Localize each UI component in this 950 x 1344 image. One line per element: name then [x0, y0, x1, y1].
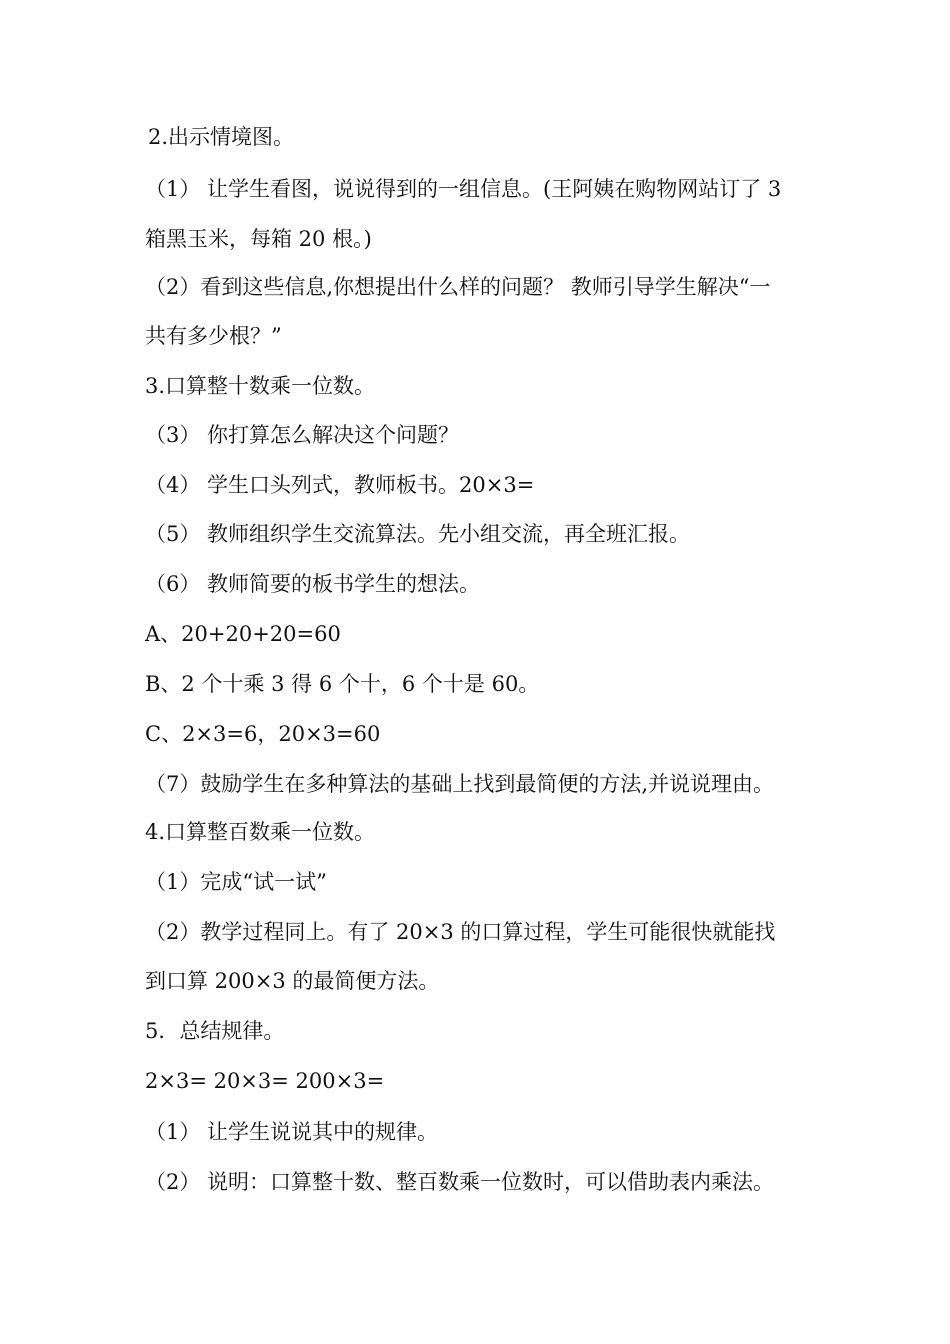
method-c-line: C、2×3=6，20×3=60 [145, 722, 381, 746]
paragraph-line: （1） 让学生看图，说说得到的一组信息。(王阿姨在购物网站订了 3 [145, 177, 782, 201]
paragraph-line: （6） 教师简要的板书学生的想法。 [145, 572, 481, 596]
method-a-line: A、20+20+20=60 [145, 622, 341, 646]
paragraph-line: 到口算 200×3 的最简便方法。 [145, 969, 440, 993]
paragraph-line: （1） 让学生说说其中的规律。 [145, 1120, 439, 1144]
paragraph-line: （7）鼓励学生在多种算法的基础上找到最简便的方法,并说说理由。 [145, 772, 775, 796]
section-heading-3: 3.口算整十数乘一位数。 [145, 374, 376, 398]
section-heading-2: 2.出示情境图。 [148, 125, 295, 149]
method-b-line: B、2 个十乘 3 得 6 个十，6 个十是 60。 [145, 672, 540, 696]
paragraph-line: （4） 学生口头列式，教师板书。20×3= [145, 473, 535, 497]
paragraph-line: （2）看到这些信息,你想提出什么样的问题？ 教师引导学生解决“一 [145, 275, 771, 299]
paragraph-line: 共有多少根？” [145, 324, 282, 348]
paragraph-line: （2）教学过程同上。有了 20×3 的口算过程，学生可能很快就能找 [145, 920, 776, 944]
equation-line: 2×3= 20×3= 200×3= [145, 1069, 385, 1093]
paragraph-line: （3） 你打算怎么解决这个问题？ [145, 423, 460, 447]
section-heading-4: 4.口算整百数乘一位数。 [145, 820, 376, 844]
section-heading-5: 5．总结规律。 [145, 1019, 285, 1043]
paragraph-line: （1）完成“试一试” [145, 870, 327, 894]
paragraph-line: （5） 教师组织学生交流算法。先小组交流，再全班汇报。 [145, 522, 691, 546]
paragraph-line: （2） 说明：口算整十数、整百数乘一位数时，可以借助表内乘法。 [145, 1170, 775, 1194]
paragraph-line: 箱黑玉米，每箱 20 根。) [145, 227, 372, 251]
